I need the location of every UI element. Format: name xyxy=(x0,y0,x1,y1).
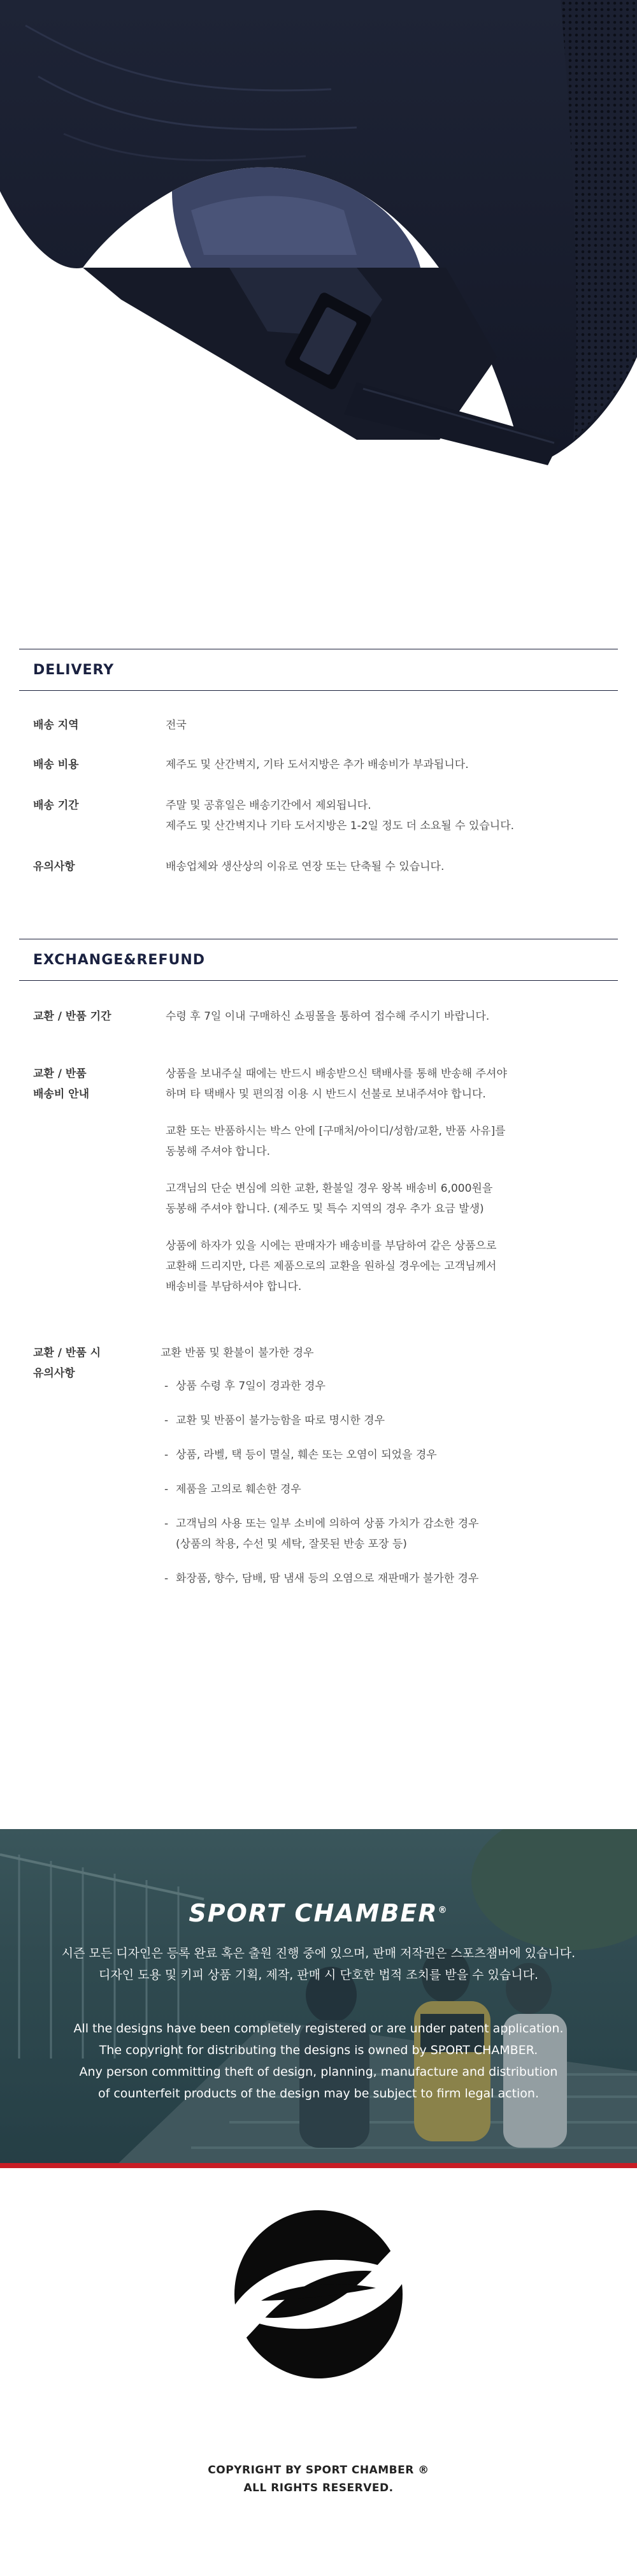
paragraph-line: 교환 또는 반품하시는 박스 안에 [구매처/아이디/성함/교환, 반품 사유]를 xyxy=(166,1125,506,1138)
list-item-subtext: (상품의 착용, 수선 및 세탁, 잘못된 반송 포장 등) xyxy=(176,1538,407,1551)
exchange-shipping-paragraph xyxy=(166,1064,605,1104)
exchange-period-value: 수령 후 7일 이내 구매하신 쇼핑몰을 통하여 접수해 주시기 바랍니다. xyxy=(166,1010,490,1023)
paragraph-line: 고객님의 단순 변심에 의한 교환, 환불일 경우 왕복 배송비 6,000원을 xyxy=(166,1182,493,1195)
exchange-shipping-label-1: 교환 / 반품 xyxy=(33,1067,87,1080)
list-item: - 화장품, 향수, 담배, 땀 냄새 등의 오염으로 재판매가 불가한 경우 xyxy=(164,1568,600,1589)
delivery-period-value-2: 제주도 및 산간벽지나 기타 도서지방은 1-2일 정도 더 소요될 수 있습니다. xyxy=(166,820,515,832)
product-photo xyxy=(0,0,637,465)
exchange-notes-intro: 교환 반품 및 환불이 불가한 경우 xyxy=(161,1347,314,1359)
delivery-period-label: 배송 기간 xyxy=(33,799,79,812)
copyright-line: ALL RIGHTS RESERVED. xyxy=(243,2482,394,2494)
brand-text: SPORT CHAMBER xyxy=(189,1899,438,1927)
copyright-line: COPYRIGHT BY SPORT CHAMBER ® xyxy=(208,2464,429,2477)
exchange-notes-list xyxy=(161,1376,600,1589)
list-item: - 상품 수령 후 7일이 경과한 경우 xyxy=(164,1376,600,1396)
delivery-title: DELIVERY xyxy=(33,662,115,678)
registered-mark: ® xyxy=(438,1905,448,1916)
delivery-cost-label: 배송 비용 xyxy=(33,758,79,771)
paragraph-line: 배송비를 부담하셔야 합니다. xyxy=(166,1280,302,1293)
exchange-title: EXCHANGE&REFUND xyxy=(33,952,206,968)
list-item: - 교환 및 반품이 불가능함을 따로 명시한 경우 xyxy=(164,1410,600,1431)
paragraph-line: 상품을 보내주실 때에는 반드시 배송받으신 택배사를 통해 반송해 주셔야 xyxy=(166,1067,507,1080)
banner-line: 디자인 도용 및 키피 상품 기획, 제작, 판매 시 단호한 법적 조치를 받을 수 있습니다. xyxy=(98,1968,538,1982)
list-item: - 상품, 라벨, 택 등이 멸실, 훼손 또는 오염이 되었을 경우 xyxy=(164,1445,600,1465)
exchange-shipping-label-2: 배송비 안내 xyxy=(33,1088,90,1101)
banner-line: Any person committing theft of design, planning, manufacture and distribution xyxy=(79,2065,558,2079)
exchange-notes-label-1: 교환 / 반품 시 xyxy=(33,1347,101,1359)
exchange-header xyxy=(19,939,618,981)
banner-line: All the designs have been completely registered or are under patent application. xyxy=(73,2022,564,2036)
delivery-area-label: 배송 지역 xyxy=(33,719,79,732)
banner-line: The copyright for distributing the designs is owned by SPORT CHAMBER. xyxy=(99,2043,538,2057)
banner-english-text xyxy=(0,2018,637,2104)
list-item: - 제품을 고의로 훼손한 경우 xyxy=(164,1479,600,1500)
delivery-period-value-1: 주말 및 공휴일은 배송기간에서 제외됩니다. xyxy=(166,799,371,812)
banner-line: of counterfeit products of the design may be subject to firm legal action. xyxy=(97,2087,539,2101)
delivery-notice-label: 유의사항 xyxy=(33,860,75,873)
paragraph-line: 교환해 드리지만, 다른 제품으로의 교환을 원하실 경우에는 고객님께서 xyxy=(166,1260,497,1273)
delivery-cost-value: 제주도 및 산간벽지, 기타 도서지방은 추가 배송비가 부과됩니다. xyxy=(166,758,469,771)
list-item-text: 고객님의 사용 또는 일부 소비에 의하여 상품 가치가 감소한 경우 xyxy=(176,1517,479,1530)
banner-line: 시즌 모든 디자인은 등록 완료 혹은 출원 진행 중에 있으며, 판매 저작권은 스포츠챔버에 있습니다. xyxy=(61,1946,576,1960)
paragraph-line: 상품에 하자가 있을 시에는 판매자가 배송비를 부담하여 같은 상품으로 xyxy=(166,1240,497,1252)
paragraph-line: 동봉해 주셔야 합니다. xyxy=(166,1145,271,1158)
exchange-notes-label-2: 유의사항 xyxy=(33,1367,75,1380)
list-item xyxy=(164,1514,600,1554)
delivery-notice-value: 배송업체와 생산상의 이유로 연장 또는 단축될 수 있습니다. xyxy=(166,860,445,873)
exchange-shipping-paragraph xyxy=(166,1121,605,1162)
paragraph-line: 동봉해 주셔야 합니다. (제주도 및 특수 지역의 경우 추가 요금 발생) xyxy=(166,1203,484,1215)
cap-strap-photo-icon xyxy=(0,0,637,465)
exchange-section xyxy=(19,939,618,1585)
delivery-area-value: 전국 xyxy=(166,719,187,732)
copyright xyxy=(0,2461,637,2497)
paragraph-line: 하며 타 택배사 및 편의점 이용 시 반드시 선불로 보내주셔야 합니다. xyxy=(166,1088,486,1101)
banner-brand xyxy=(0,1899,637,1927)
exchange-shipping-paragraph xyxy=(166,1236,605,1297)
exchange-shipping-paragraph xyxy=(166,1178,605,1219)
exchange-period-label: 교환 / 반품 기간 xyxy=(33,1010,111,1023)
delivery-header xyxy=(19,649,618,691)
banner-korean-text xyxy=(0,1943,637,1986)
sport-chamber-logo-icon xyxy=(217,2192,420,2396)
brand-banner xyxy=(0,1829,637,2167)
delivery-section xyxy=(19,649,618,873)
red-divider xyxy=(0,2163,637,2168)
